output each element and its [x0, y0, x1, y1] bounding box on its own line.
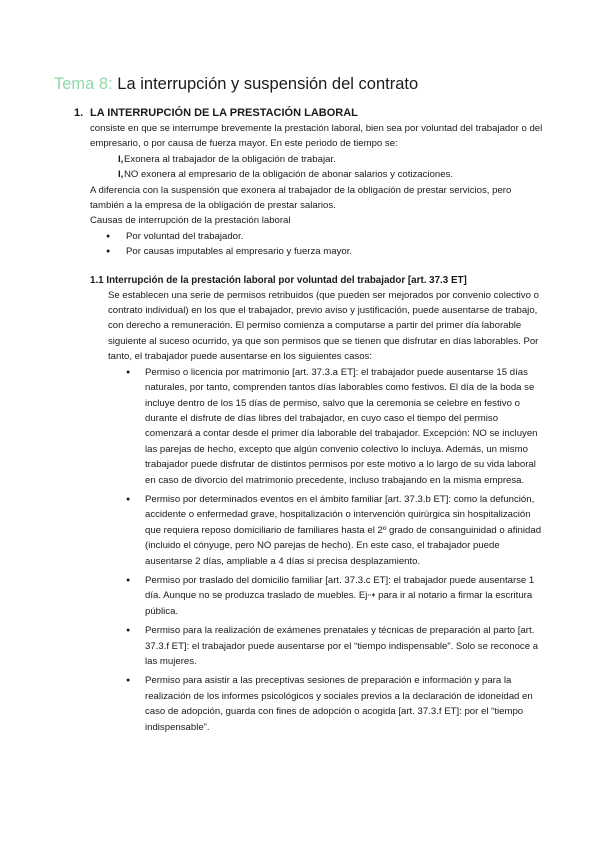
page-title: [54, 74, 544, 94]
list-item: [118, 152, 544, 167]
topic-label: Tema 8:: [54, 75, 113, 93]
section-1-1-intro: Se establecen una serie de permisos retribuidos (que pueden ser mejorados por convenio colectivo o contrato individual) en los que el trabajador, previo aviso y justificación, puede ausentarse de trabajo, con derecho a remuneración. El permiso comienza a computarse a partir del primer día laborable siguiente al suceso ocurrido, ya que son permisos que se tienen que disfrutar en días laborables. Por tanto, el trabajador puede ausentarse en los siguientes casos:: [108, 289, 539, 363]
list-item: ● Por voluntad del trabajador.: [106, 229, 544, 244]
effects-list: [118, 152, 544, 183]
list-marker: I,: [118, 169, 124, 181]
section-1-intro: consiste en que se interrumpe brevemente la prestación laboral, bien sea por voluntad del trabajador o del empresario, o por causa de fuerza mayor. En este periodo de tiempo se:: [90, 123, 543, 150]
list-item-text: Exonera al trabajador de la obligación de trabajar.: [124, 153, 336, 165]
section-1-heading: [74, 106, 544, 121]
permits-list: [126, 365, 544, 735]
list-marker: I,: [118, 153, 124, 165]
list-item-text: NO exonera al empresario de la obligación de abonar salarios y cotizaciones.: [124, 169, 454, 181]
list-item: ● Permiso por traslado del domicilio familiar [art. 37.3.c ET]: el trabajador puede ausentarse 1 día. Aunque no se produzca traslado de muebles. Ej⇢ para ir al notario a firmar la escritura pública.: [126, 573, 544, 619]
topic-title: La interrupción y suspensión del contrato: [117, 75, 419, 93]
list-item: ● Permiso o licencia por matrimonio [art. 37.3.a ET]: el trabajador puede ausentarse 15 días naturales, por tanto, comprenden tantos días laborables como festivos. El día de la boda se incluye dentro de los 15 días de permiso, salvo que la ceremonia se celebre en festivo o durante el disfrute de días libres del trabajador, en cuyo caso el tiempo del permiso comenzará a contar desde el primer día laborable del trabajador. Excepción: NO se incluyen las parejas de hecho, excepto que algún convenio colectivo lo incluya. Además, un mismo trabajador puede disfrutar de distintos permisos por este motivo a lo largo de su vida laboral en caso de divorcio del matrimonio precedente, incluso trabajando en la misma empresa.: [126, 365, 544, 488]
list-item: [118, 167, 544, 182]
section-1-1-heading: 1.1 Interrupción de la prestación laboral por voluntad del trabajador [art. 37.3 ET]: [90, 274, 467, 286]
section-1-number: 1.: [74, 107, 84, 119]
list-item: ● Permiso por determinados eventos en el ámbito familiar [art. 37.3.b ET]: como la defunción, accidente o enfermedad grave, hospitalización o intervención quirúrgica sin hospitalización que requiera reposo domiciliario de familiares hasta el 2º grado de consanguinidad o afinidad (incluido el cónyuge, pero NO parejas de hecho). En este caso, el trabajador puede ausentarse 2 días, ampliable a 4 días si precisa desplazamiento.: [126, 492, 544, 569]
causes-list: [106, 229, 544, 260]
list-item: ● Permiso para asistir a las preceptivas sesiones de preparación e información y para la realización de los informes psicológicos y sociales previos a la declaración de idoneidad en caso de adopción, guarda con fines de adopción o acogida [art. 37.3.f ET]: por el “tiempo indispensable”.: [126, 673, 544, 735]
section-1-title: LA INTERRUPCIÓN DE LA PRESTACIÓN LABORAL: [90, 107, 358, 119]
causes-title: Causas de interrupción de la prestación laboral: [90, 215, 291, 227]
list-item: ● Permiso para la realización de exámenes prenatales y técnicas de preparación al parto [art. 37.3.f ET]: el trabajador puede ausentarse por el “tiempo indispensable”. Solo se reconoce a las mujeres.: [126, 623, 544, 669]
list-item: ● Por causas imputables al empresario y fuerza mayor.: [106, 244, 544, 259]
difference-paragraph: A diferencia con la suspensión que exonera al trabajador de la obligación de prestar servicios, pero también a la empresa de la obligación de prestar salarios.: [90, 184, 512, 212]
